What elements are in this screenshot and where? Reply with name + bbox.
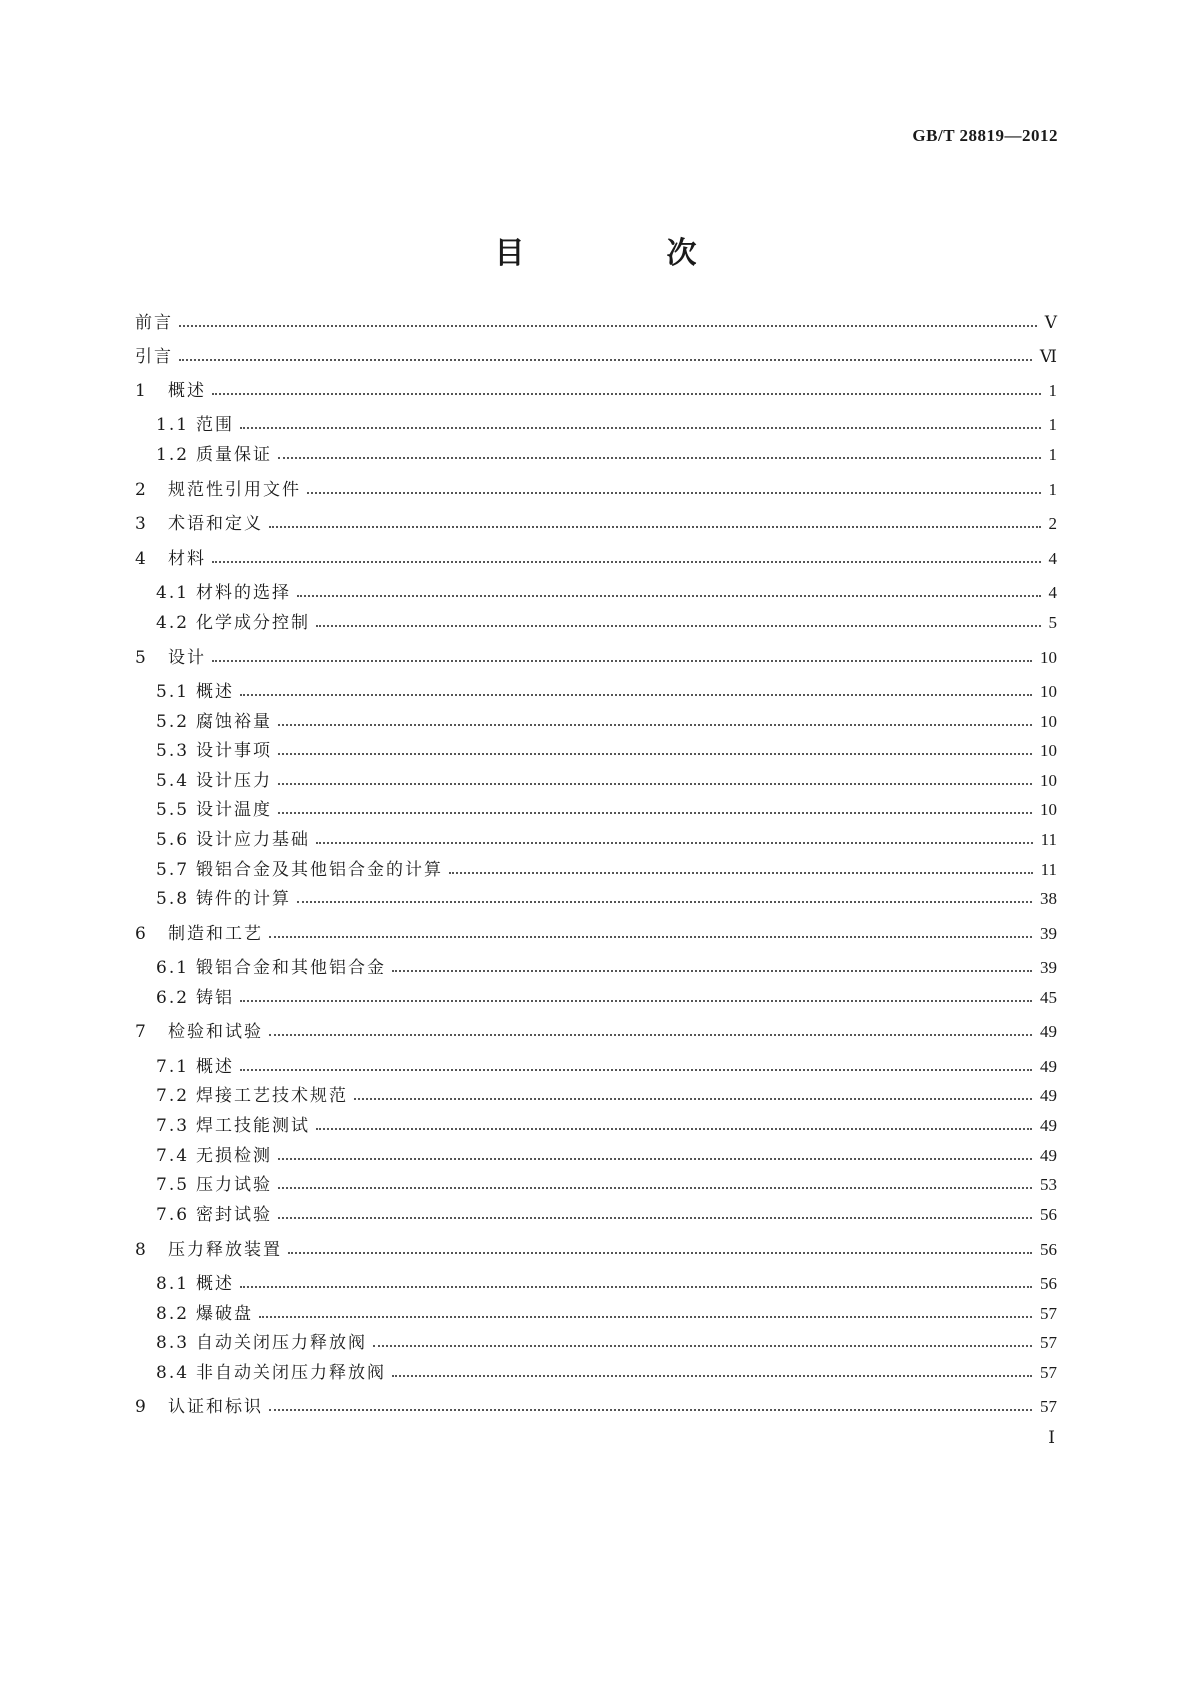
toc-entry-number: 5.5 <box>156 800 190 820</box>
dot-leader <box>307 492 1041 494</box>
toc-entry-label: 概述 <box>168 381 206 401</box>
dot-leader <box>297 595 1041 597</box>
toc-entry-label: 自动关闭压力释放阀 <box>196 1333 367 1353</box>
toc-entry[interactable] <box>156 580 1057 606</box>
toc-entry-page: 57 <box>1040 1363 1057 1382</box>
toc-entry-number: 7.2 <box>156 1086 190 1106</box>
toc-entry[interactable] <box>156 412 1057 438</box>
toc-entry[interactable] <box>135 921 1057 947</box>
toc-entry-page: 39 <box>1040 924 1057 943</box>
toc-entry[interactable] <box>135 477 1057 503</box>
toc-entry[interactable] <box>135 310 1057 336</box>
toc-entry[interactable] <box>156 797 1057 823</box>
toc-entry-label: 前言 <box>135 313 173 333</box>
toc-entry-page: 5 <box>1048 613 1057 632</box>
toc-entry[interactable] <box>135 378 1057 404</box>
toc-entry-label: 术语和定义 <box>168 514 263 534</box>
toc-entry-page: 1 <box>1048 415 1057 434</box>
page-number: Ⅰ <box>1048 1428 1055 1447</box>
toc-entry-page: 57 <box>1040 1333 1057 1352</box>
toc-entry-page: 4 <box>1048 583 1057 602</box>
toc-entry-number: 5.3 <box>156 741 190 761</box>
dot-leader <box>278 1187 1032 1189</box>
toc-entry-page: 10 <box>1040 741 1057 760</box>
toc-entry-label: 概述 <box>196 1274 234 1294</box>
toc-entry-page: 1 <box>1048 381 1057 400</box>
toc-entry-label: 设计应力基础 <box>196 830 310 850</box>
toc-entry-page: 10 <box>1040 682 1057 701</box>
dot-leader <box>288 1252 1032 1254</box>
toc-entry[interactable] <box>135 1019 1057 1045</box>
toc-entry-label: 质量保证 <box>196 445 272 465</box>
toc-entry-page: 38 <box>1040 889 1057 908</box>
toc-entry-label: 设计压力 <box>196 771 272 791</box>
toc-entry-number: 4.2 <box>156 613 190 633</box>
toc-entry-page: 49 <box>1040 1022 1057 1041</box>
dot-leader <box>278 1217 1032 1219</box>
dot-leader <box>278 724 1032 726</box>
toc-entry-number: 5.6 <box>156 830 190 850</box>
toc-entry[interactable] <box>135 645 1057 671</box>
dot-leader <box>269 526 1041 528</box>
dot-leader <box>212 393 1041 395</box>
toc-entry[interactable] <box>156 1360 1057 1386</box>
toc-entry-label: 化学成分控制 <box>196 613 310 633</box>
toc-entry[interactable] <box>156 709 1057 735</box>
toc-entry-page: Ⅵ <box>1039 347 1057 366</box>
toc-entry-number: 7.1 <box>156 1057 190 1077</box>
toc-entry[interactable] <box>156 955 1057 981</box>
toc-entry-label: 认证和标识 <box>168 1397 263 1417</box>
toc-entry-page: 57 <box>1040 1304 1057 1323</box>
toc-entry-number: 3 <box>135 514 146 534</box>
toc-entry-label: 设计事项 <box>196 741 272 761</box>
toc-entry-label: 规范性引用文件 <box>168 480 301 500</box>
toc-entry-number: 7.4 <box>156 1146 190 1166</box>
dot-leader <box>179 325 1037 327</box>
toc-entry-page: Ⅴ <box>1044 313 1057 332</box>
toc-entry-page: 10 <box>1040 712 1057 731</box>
toc-entry-page: 56 <box>1040 1240 1057 1259</box>
dot-leader <box>179 359 1032 361</box>
toc-entry[interactable] <box>135 1394 1057 1420</box>
toc-entry[interactable] <box>156 1271 1057 1297</box>
toc-entry-number: 5.4 <box>156 771 190 791</box>
dot-leader <box>392 1375 1032 1377</box>
toc-entry-page: 53 <box>1040 1175 1057 1194</box>
dot-leader <box>259 1316 1032 1318</box>
toc-entry-label: 制造和工艺 <box>168 924 263 944</box>
toc-entry-label: 设计温度 <box>196 800 272 820</box>
toc-entry-page: 4 <box>1048 549 1057 568</box>
toc-entry-number: 8 <box>135 1240 146 1260</box>
dot-leader <box>316 625 1041 627</box>
toc-entry[interactable] <box>156 738 1057 764</box>
toc-entry-page: 39 <box>1040 958 1057 977</box>
dot-leader <box>278 1158 1032 1160</box>
toc-entry[interactable] <box>156 827 1057 853</box>
dot-leader <box>240 1000 1032 1002</box>
toc-entry-number: 4.1 <box>156 583 190 603</box>
toc-entry[interactable] <box>156 1172 1057 1198</box>
toc-entry[interactable] <box>156 1301 1057 1327</box>
toc-entry[interactable] <box>135 546 1057 572</box>
dot-leader <box>212 561 1041 563</box>
page-title: 目 次 <box>494 236 753 271</box>
dot-leader <box>278 457 1041 459</box>
dot-leader <box>212 660 1032 662</box>
toc-entry-number: 9 <box>135 1397 146 1417</box>
toc-entry[interactable] <box>156 1330 1057 1356</box>
toc-entry[interactable] <box>156 857 1057 883</box>
dot-leader <box>269 936 1032 938</box>
toc-entry-page: 57 <box>1040 1397 1057 1416</box>
dot-leader <box>278 753 1032 755</box>
toc-entry[interactable] <box>156 1054 1057 1080</box>
toc-entry-label: 焊接工艺技术规范 <box>196 1086 348 1106</box>
toc-entry[interactable] <box>135 1237 1057 1263</box>
toc-entry-number: 5.1 <box>156 682 190 702</box>
toc-entry-page: 49 <box>1040 1116 1057 1135</box>
toc-entry[interactable] <box>135 344 1057 370</box>
toc-entry-page: 1 <box>1048 445 1057 464</box>
toc-entry-label: 范围 <box>196 415 234 435</box>
toc-entry-page: 11 <box>1040 830 1057 849</box>
dot-leader <box>316 1128 1032 1130</box>
dot-leader <box>297 901 1032 903</box>
toc-entry-label: 铸件的计算 <box>196 889 291 909</box>
toc-entry-number: 6 <box>135 924 146 944</box>
toc-entry-label: 概述 <box>196 682 234 702</box>
toc-entry[interactable] <box>156 1113 1057 1139</box>
toc-entry-page: 10 <box>1040 800 1057 819</box>
toc-entry-label: 无损检测 <box>196 1146 272 1166</box>
toc-entry-page: 2 <box>1048 514 1057 533</box>
toc-entry-number: 4 <box>135 549 146 569</box>
toc-entry-number: 5.2 <box>156 712 190 732</box>
toc-entry[interactable] <box>156 985 1057 1011</box>
toc-entry[interactable] <box>156 1143 1057 1169</box>
toc-entry-label: 铸铝 <box>196 988 234 1008</box>
toc-entry-number: 2 <box>135 480 146 500</box>
toc-entry-label: 压力试验 <box>196 1175 272 1195</box>
toc-entry-page: 10 <box>1040 648 1057 667</box>
toc-entry-page: 10 <box>1040 771 1057 790</box>
toc-entry[interactable] <box>156 886 1057 912</box>
dot-leader <box>269 1409 1032 1411</box>
toc-entry-label: 检验和试验 <box>168 1022 263 1042</box>
toc-entry-page: 49 <box>1040 1146 1057 1165</box>
toc-entry-number: 8.3 <box>156 1333 190 1353</box>
toc-entry-page: 56 <box>1040 1205 1057 1224</box>
toc-entry-page: 1 <box>1048 480 1057 499</box>
toc-entry[interactable] <box>135 511 1057 537</box>
toc-entry-number: 7.5 <box>156 1175 190 1195</box>
toc-entry-number: 5 <box>135 648 146 668</box>
dot-leader <box>354 1098 1032 1100</box>
toc-entry-number: 8.1 <box>156 1274 190 1294</box>
toc-entry-page: 49 <box>1040 1057 1057 1076</box>
toc-entry-page: 45 <box>1040 988 1057 1007</box>
toc-entry-number: 8.2 <box>156 1304 190 1324</box>
toc-entry-number: 6.2 <box>156 988 190 1008</box>
toc-entry-number: 7 <box>135 1022 146 1042</box>
toc-entry-number: 5.8 <box>156 889 190 909</box>
dot-leader <box>240 1069 1032 1071</box>
toc-entry-label: 锻铝合金和其他铝合金 <box>196 958 386 978</box>
toc-entry-number: 5.7 <box>156 860 190 880</box>
dot-leader <box>240 1286 1032 1288</box>
dot-leader <box>240 694 1032 696</box>
toc-entry-label: 概述 <box>196 1057 234 1077</box>
toc-entry-label: 设计 <box>168 648 206 668</box>
toc-entry[interactable] <box>156 679 1057 705</box>
toc-entry-number: 1.1 <box>156 415 190 435</box>
toc-entry-page: 11 <box>1040 860 1057 879</box>
toc-entry-number: 7.3 <box>156 1116 190 1136</box>
toc-entry[interactable] <box>156 1083 1057 1109</box>
toc-entry-label: 材料 <box>168 549 206 569</box>
dot-leader <box>240 427 1041 429</box>
toc-entry-number: 8.4 <box>156 1363 190 1383</box>
toc-entry-label: 腐蚀裕量 <box>196 712 272 732</box>
standard-code: GB/T 28819—2012 <box>912 126 1058 145</box>
toc-entry-label: 爆破盘 <box>196 1304 253 1324</box>
dot-leader <box>449 872 1033 874</box>
toc-entry-page: 56 <box>1040 1274 1057 1293</box>
dot-leader <box>278 812 1032 814</box>
dot-leader <box>373 1345 1032 1347</box>
toc-entry-label: 非自动关闭压力释放阀 <box>196 1363 386 1383</box>
toc-entry[interactable] <box>156 610 1057 636</box>
dot-leader <box>269 1034 1032 1036</box>
toc-entry-number: 6.1 <box>156 958 190 978</box>
toc-entry-label: 引言 <box>135 347 173 367</box>
toc-entry-number: 1 <box>135 381 146 401</box>
toc-entry[interactable] <box>156 1202 1057 1228</box>
toc-entry-number: 7.6 <box>156 1205 190 1225</box>
toc-entry-label: 密封试验 <box>196 1205 272 1225</box>
toc-entry-label: 锻铝合金及其他铝合金的计算 <box>196 860 443 880</box>
toc-entry-page: 49 <box>1040 1086 1057 1105</box>
toc-entry-number: 1.2 <box>156 445 190 465</box>
dot-leader <box>316 842 1033 844</box>
toc-entry-label: 焊工技能测试 <box>196 1116 310 1136</box>
dot-leader <box>392 970 1032 972</box>
toc-entry-label: 压力释放装置 <box>168 1240 282 1260</box>
toc-entry-label: 材料的选择 <box>196 583 291 603</box>
toc-entry[interactable] <box>156 442 1057 468</box>
toc-entry[interactable] <box>156 768 1057 794</box>
dot-leader <box>278 783 1032 785</box>
